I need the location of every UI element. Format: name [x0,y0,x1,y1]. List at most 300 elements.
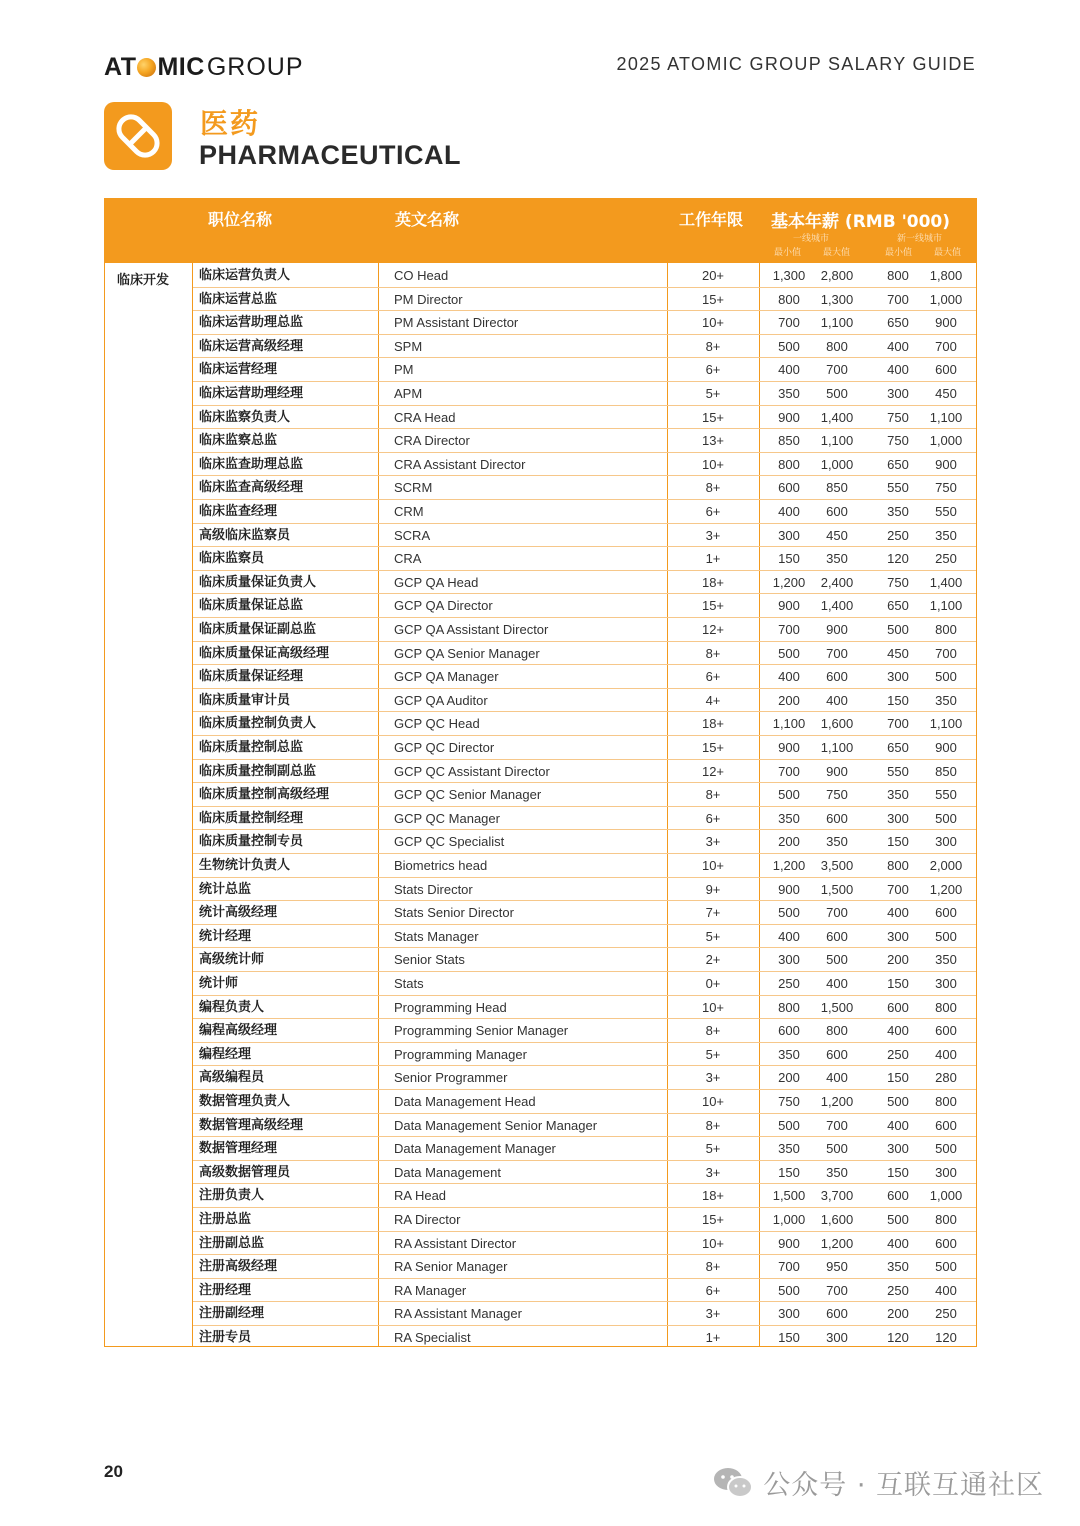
min-new-tier1-cell: 300 [887,386,909,401]
table-row [105,382,976,406]
min-new-tier1-cell: 150 [887,1164,909,1180]
role-cn-cell: 临床监察员 [199,551,265,567]
min-new-tier1-cell: 650 [887,315,909,331]
years-cell: 10+ [701,1235,725,1251]
max-new-tier1-cell: 600 [935,1023,957,1039]
max-new-tier1-cell: 900 [935,315,957,331]
years-cell: 0+ [705,976,721,991]
years-cell: 15+ [701,409,725,425]
role-en-cell: CRA Head [394,409,456,425]
max-tier1-cell: 1,600 [820,1212,854,1227]
table-row [105,358,976,382]
role-en-cell: Biometrics head [394,858,488,873]
header-min-tier1: 最小值 [774,248,802,258]
years-cell: 8+ [705,480,721,496]
table-row [105,642,976,666]
role-en-cell: Stats Director [394,881,473,897]
years-cell: 3+ [705,1070,721,1086]
min-new-tier1-cell: 120 [887,1330,909,1345]
role-en-cell: SCRA [394,527,431,543]
header-separator [105,262,976,263]
max-new-tier1-cell: 1,000 [929,291,963,307]
role-cn-cell: 临床质量控制总监 [199,740,304,755]
role-en-cell: CRA Director [394,433,470,449]
max-tier1-cell: 1,100 [820,315,854,331]
max-new-tier1-cell: 550 [935,504,957,519]
table-row [105,288,976,312]
role-cn-cell: 临床质量审计员 [199,692,291,708]
logo-text-group: GROUP [206,53,304,81]
table-row [105,1302,976,1326]
role-cn-cell: 临床质量控制经理 [199,810,304,826]
min-new-tier1-cell: 300 [887,669,909,685]
max-new-tier1-cell: 1,000 [929,1188,963,1204]
table-row [105,783,976,807]
years-cell: 5+ [705,928,721,944]
years-cell: 15+ [701,1212,725,1227]
min-new-tier1-cell: 650 [887,456,909,472]
min-tier1-cell: 400 [778,669,800,685]
min-new-tier1-cell: 200 [887,1306,909,1322]
years-cell: 5+ [705,1141,721,1157]
role-en-cell: APM [394,386,423,401]
table-header [105,199,976,263]
years-cell: 6+ [705,362,721,378]
max-new-tier1-cell: 500 [935,928,957,944]
header-salary: 基本年薪 (RMB '000) [771,212,951,232]
role-cn-cell: 临床监查高级经理 [199,480,304,496]
max-new-tier1-cell: 1,400 [929,574,963,590]
role-cn-cell: 数据管理负责人 [199,1094,291,1109]
min-tier1-cell: 300 [778,952,800,968]
min-new-tier1-cell: 500 [887,1094,909,1109]
max-tier1-cell: 500 [826,1141,848,1157]
max-tier1-cell: 600 [826,1046,848,1062]
min-new-tier1-cell: 700 [887,881,909,897]
years-cell: 10+ [701,315,725,331]
role-cn-cell: 高级统计师 [199,952,265,968]
table-row [105,854,976,878]
table-row [105,878,976,902]
table-row [105,335,976,359]
min-tier1-cell: 600 [778,1023,800,1039]
role-cn-cell: 统计总监 [199,881,252,897]
role-cn-cell: 临床监查经理 [199,504,278,519]
min-tier1-cell: 800 [778,291,800,307]
table-row [105,594,976,618]
max-tier1-cell: 950 [826,1259,848,1275]
min-tier1-cell: 150 [778,1164,800,1180]
min-tier1-cell: 350 [778,810,800,826]
min-new-tier1-cell: 150 [887,692,909,708]
role-en-cell: PM [394,362,414,378]
min-tier1-cell: 900 [778,409,800,425]
max-new-tier1-cell: 500 [935,1259,957,1275]
role-en-cell: GCP QC Specialist [394,834,505,850]
max-new-tier1-cell: 1,200 [929,881,963,897]
min-tier1-cell: 900 [778,1235,800,1251]
table-row [105,311,976,335]
years-cell: 8+ [705,645,721,661]
max-tier1-cell: 1,200 [820,1235,854,1251]
years-cell: 1+ [705,551,721,567]
role-en-cell: Programming Head [394,999,507,1015]
salary-table [104,198,977,1347]
max-new-tier1-cell: 800 [935,999,957,1015]
min-new-tier1-cell: 600 [887,999,909,1015]
max-new-tier1-cell: 600 [935,1235,957,1251]
role-cn-cell: 临床运营高级经理 [199,338,304,354]
table-row [105,1019,976,1043]
min-new-tier1-cell: 800 [887,858,909,873]
role-cn-cell: 临床监察总监 [199,433,278,449]
max-tier1-cell: 1,300 [820,291,854,307]
min-tier1-cell: 400 [778,928,800,944]
min-new-tier1-cell: 650 [887,740,909,755]
role-en-cell: GCP QA Auditor [394,692,488,708]
max-tier1-cell: 1,500 [820,881,854,897]
max-tier1-cell: 2,400 [820,574,854,590]
min-tier1-cell: 700 [778,622,800,637]
min-tier1-cell: 1,200 [772,858,806,873]
max-new-tier1-cell: 800 [935,622,957,637]
role-cn-cell: 注册专员 [199,1330,252,1345]
role-cn-cell: 注册总监 [199,1212,252,1227]
max-tier1-cell: 350 [826,551,848,567]
min-tier1-cell: 800 [778,999,800,1015]
role-en-cell: GCP QA Director [394,598,493,614]
max-tier1-cell: 900 [826,763,848,779]
min-tier1-cell: 600 [778,480,800,496]
years-cell: 18+ [701,574,725,590]
max-new-tier1-cell: 550 [935,787,957,803]
min-new-tier1-cell: 400 [887,338,909,354]
max-new-tier1-cell: 600 [935,1117,957,1133]
min-tier1-cell: 500 [778,905,800,921]
min-new-tier1-cell: 120 [887,551,909,567]
role-cn-cell: 注册经理 [199,1282,252,1298]
years-cell: 3+ [705,1164,721,1180]
max-tier1-cell: 900 [826,622,848,637]
max-tier1-cell: 1,100 [820,740,854,755]
role-en-cell: PM Director [394,291,463,307]
max-new-tier1-cell: 850 [935,763,957,779]
min-tier1-cell: 300 [778,1306,800,1322]
max-new-tier1-cell: 350 [935,952,957,968]
years-cell: 2+ [705,952,721,968]
role-cn-cell: 高级临床监察员 [199,527,291,543]
min-new-tier1-cell: 750 [887,433,909,449]
min-new-tier1-cell: 400 [887,905,909,921]
watermark-text: 公众号 · 互联互通社区 [763,1470,1044,1501]
max-tier1-cell: 600 [826,1306,848,1322]
role-en-cell: Programming Senior Manager [394,1023,569,1039]
table-row [105,712,976,736]
min-new-tier1-cell: 500 [887,622,909,637]
role-en-cell: CO Head [394,268,449,283]
table-row [105,736,976,760]
guide-title: 2025 ATOMIC GROUP SALARY GUIDE [616,54,976,74]
min-tier1-cell: 1,100 [772,716,806,732]
wechat-icon [713,1466,753,1500]
years-cell: 8+ [705,338,721,354]
years-cell: 8+ [705,1023,721,1039]
logo-sun-icon [137,58,156,77]
years-cell: 20+ [701,268,725,283]
table-row [105,1255,976,1279]
role-en-cell: Senior Programmer [394,1070,508,1086]
table-row [105,618,976,642]
header-max-new-tier1: 最大值 [934,248,962,258]
max-tier1-cell: 700 [826,645,848,661]
max-tier1-cell: 700 [826,905,848,921]
role-en-cell: GCP QC Manager [394,810,500,826]
table-row [105,1279,976,1303]
years-cell: 13+ [701,433,725,449]
min-new-tier1-cell: 400 [887,1023,909,1039]
role-cn-cell: 临床质量保证总监 [199,598,304,614]
max-tier1-cell: 350 [826,834,848,850]
role-en-cell: Programming Manager [394,1046,527,1062]
max-new-tier1-cell: 250 [935,1306,957,1322]
years-cell: 3+ [705,1306,721,1322]
role-cn-cell: 注册副总监 [199,1235,265,1251]
max-new-tier1-cell: 750 [935,480,957,496]
role-cn-cell: 临床质量控制副总监 [199,763,317,779]
section-title-cn: 医药 [200,107,261,140]
role-cn-cell: 临床质量保证负责人 [199,574,317,590]
role-cn-cell: 数据管理高级经理 [199,1117,304,1133]
min-tier1-cell: 700 [778,315,800,331]
years-cell: 6+ [705,669,721,685]
table-row [105,571,976,595]
years-cell: 15+ [701,598,725,614]
role-cn-cell: 临床运营经理 [199,362,278,378]
max-tier1-cell: 3,700 [820,1188,854,1204]
min-tier1-cell: 500 [778,645,800,661]
max-new-tier1-cell: 900 [935,456,957,472]
table-row [105,1208,976,1232]
max-tier1-cell: 2,800 [820,268,854,283]
min-tier1-cell: 200 [778,834,800,850]
min-new-tier1-cell: 300 [887,928,909,944]
min-tier1-cell: 500 [778,1282,800,1298]
min-tier1-cell: 200 [778,1070,800,1086]
role-cn-cell: 统计经理 [199,928,252,944]
max-tier1-cell: 400 [826,692,848,708]
table-row [105,1137,976,1161]
table-row [105,264,976,288]
table-row [105,453,976,477]
table-row [105,476,976,500]
min-tier1-cell: 500 [778,338,800,354]
max-new-tier1-cell: 700 [935,338,957,354]
min-tier1-cell: 1,500 [772,1188,806,1204]
years-cell: 3+ [705,834,721,850]
years-cell: 1+ [705,1330,721,1345]
max-tier1-cell: 400 [826,976,848,991]
role-en-cell: GCP QA Assistant Director [394,622,549,637]
years-cell: 3+ [705,527,721,543]
table-row [105,547,976,571]
role-en-cell: RA Director [394,1212,461,1227]
table-row [105,925,976,949]
min-new-tier1-cell: 400 [887,1235,909,1251]
logo-text-mic: MIC [157,53,205,81]
min-tier1-cell: 900 [778,881,800,897]
years-cell: 9+ [705,881,721,897]
role-cn-cell: 高级编程员 [199,1070,265,1086]
table-row [105,500,976,524]
table-row [105,1043,976,1067]
max-new-tier1-cell: 450 [935,386,957,401]
role-cn-cell: 临床运营助理总监 [199,315,304,331]
max-tier1-cell: 1,500 [820,999,854,1015]
min-new-tier1-cell: 650 [887,598,909,614]
role-cn-cell: 临床运营负责人 [199,268,291,283]
max-tier1-cell: 700 [826,1117,848,1133]
max-tier1-cell: 350 [826,1164,848,1180]
min-new-tier1-cell: 350 [887,504,909,519]
min-new-tier1-cell: 750 [887,574,909,590]
role-en-cell: GCP QC Director [394,740,495,755]
table-row [105,406,976,430]
max-tier1-cell: 1,400 [820,409,854,425]
role-en-cell: Senior Stats [394,952,465,968]
max-new-tier1-cell: 2,000 [929,858,963,873]
role-en-cell: CRA Assistant Director [394,456,526,472]
role-en-cell: Data Management Senior Manager [394,1117,598,1133]
table-row [105,760,976,784]
header-min-new-tier1: 最小值 [885,248,913,258]
header-max-tier1: 最大值 [823,248,851,258]
role-cn-cell: 临床质量保证高级经理 [199,645,330,661]
role-en-cell: Stats Senior Director [394,905,514,921]
role-cn-cell: 临床监察负责人 [199,409,291,425]
role-cn-cell: 注册高级经理 [199,1259,278,1275]
table-row [105,429,976,453]
table-row [105,830,976,854]
max-tier1-cell: 1,100 [820,433,854,449]
years-cell: 7+ [705,905,721,921]
max-tier1-cell: 1,400 [820,598,854,614]
role-cn-cell: 临床监查助理总监 [199,456,304,472]
role-en-cell: RA Assistant Manager [394,1306,522,1322]
years-cell: 10+ [701,999,725,1015]
max-new-tier1-cell: 300 [935,834,957,850]
role-cn-cell: 临床质量控制高级经理 [199,787,330,803]
table-row [105,972,976,996]
min-new-tier1-cell: 150 [887,1070,909,1086]
watermark [713,1463,1044,1502]
min-tier1-cell: 400 [778,362,800,378]
max-tier1-cell: 1,000 [820,456,854,472]
max-new-tier1-cell: 500 [935,669,957,685]
role-en-cell: RA Senior Manager [394,1259,508,1275]
max-new-tier1-cell: 900 [935,740,957,755]
table-row [105,524,976,548]
max-new-tier1-cell: 350 [935,527,957,543]
years-cell: 12+ [701,763,725,779]
years-cell: 10+ [701,1094,725,1109]
header-years: 工作年限 [679,210,744,229]
max-new-tier1-cell: 250 [935,551,957,567]
min-new-tier1-cell: 250 [887,1046,909,1062]
table-row [105,948,976,972]
category-label: 临床开发 [117,273,170,288]
role-cn-cell: 生物统计负责人 [199,858,291,873]
max-new-tier1-cell: 350 [935,692,957,708]
role-en-cell: SCRM [394,480,433,496]
table-row [105,689,976,713]
max-tier1-cell: 500 [826,952,848,968]
role-cn-cell: 编程负责人 [199,999,265,1015]
min-tier1-cell: 900 [778,740,800,755]
max-tier1-cell: 1,200 [820,1094,854,1109]
role-en-cell: Stats [394,976,424,991]
years-cell: 6+ [705,1282,721,1298]
min-tier1-cell: 150 [778,1330,800,1345]
role-cn-cell: 临床质量控制负责人 [199,716,317,732]
years-cell: 6+ [705,504,721,519]
min-tier1-cell: 350 [778,1046,800,1062]
table-row [105,1066,976,1090]
page-number: 20 [104,1462,123,1481]
max-tier1-cell: 450 [826,527,848,543]
max-tier1-cell: 300 [826,1330,848,1345]
min-new-tier1-cell: 400 [887,362,909,378]
pill-icon [104,102,172,170]
role-cn-cell: 统计高级经理 [199,905,278,921]
max-tier1-cell: 600 [826,928,848,944]
role-cn-cell: 数据管理经理 [199,1141,278,1157]
min-tier1-cell: 500 [778,1117,800,1133]
role-cn-cell: 临床运营总监 [199,291,278,307]
max-tier1-cell: 1,600 [820,716,854,732]
max-new-tier1-cell: 500 [935,1141,957,1157]
max-new-tier1-cell: 1,100 [929,716,963,732]
min-new-tier1-cell: 700 [887,291,909,307]
role-en-cell: GCP QA Manager [394,669,499,685]
min-tier1-cell: 300 [778,527,800,543]
logo-text-at: AT [104,53,137,81]
role-en-cell: Data Management Manager [394,1141,556,1157]
max-new-tier1-cell: 500 [935,810,957,826]
years-cell: 5+ [705,1046,721,1062]
role-cn-cell: 临床质量保证副总监 [199,622,317,637]
role-cn-cell: 临床运营助理经理 [199,386,304,401]
max-new-tier1-cell: 280 [935,1070,957,1086]
min-new-tier1-cell: 750 [887,409,909,425]
table-row [105,901,976,925]
role-en-cell: CRA [394,551,422,567]
header-role-cn: 职位名称 [208,210,273,229]
role-en-cell: Data Management [394,1164,501,1180]
min-new-tier1-cell: 300 [887,810,909,826]
max-new-tier1-cell: 1,100 [929,409,963,425]
max-tier1-cell: 600 [826,504,848,519]
min-new-tier1-cell: 550 [887,480,909,496]
max-tier1-cell: 500 [826,386,848,401]
min-tier1-cell: 1,200 [772,574,806,590]
max-new-tier1-cell: 700 [935,645,957,661]
max-tier1-cell: 3,500 [820,858,854,873]
role-en-cell: SPM [394,338,423,354]
years-cell: 6+ [705,810,721,826]
table-row [105,1184,976,1208]
max-new-tier1-cell: 400 [935,1282,957,1298]
table-row [105,996,976,1020]
